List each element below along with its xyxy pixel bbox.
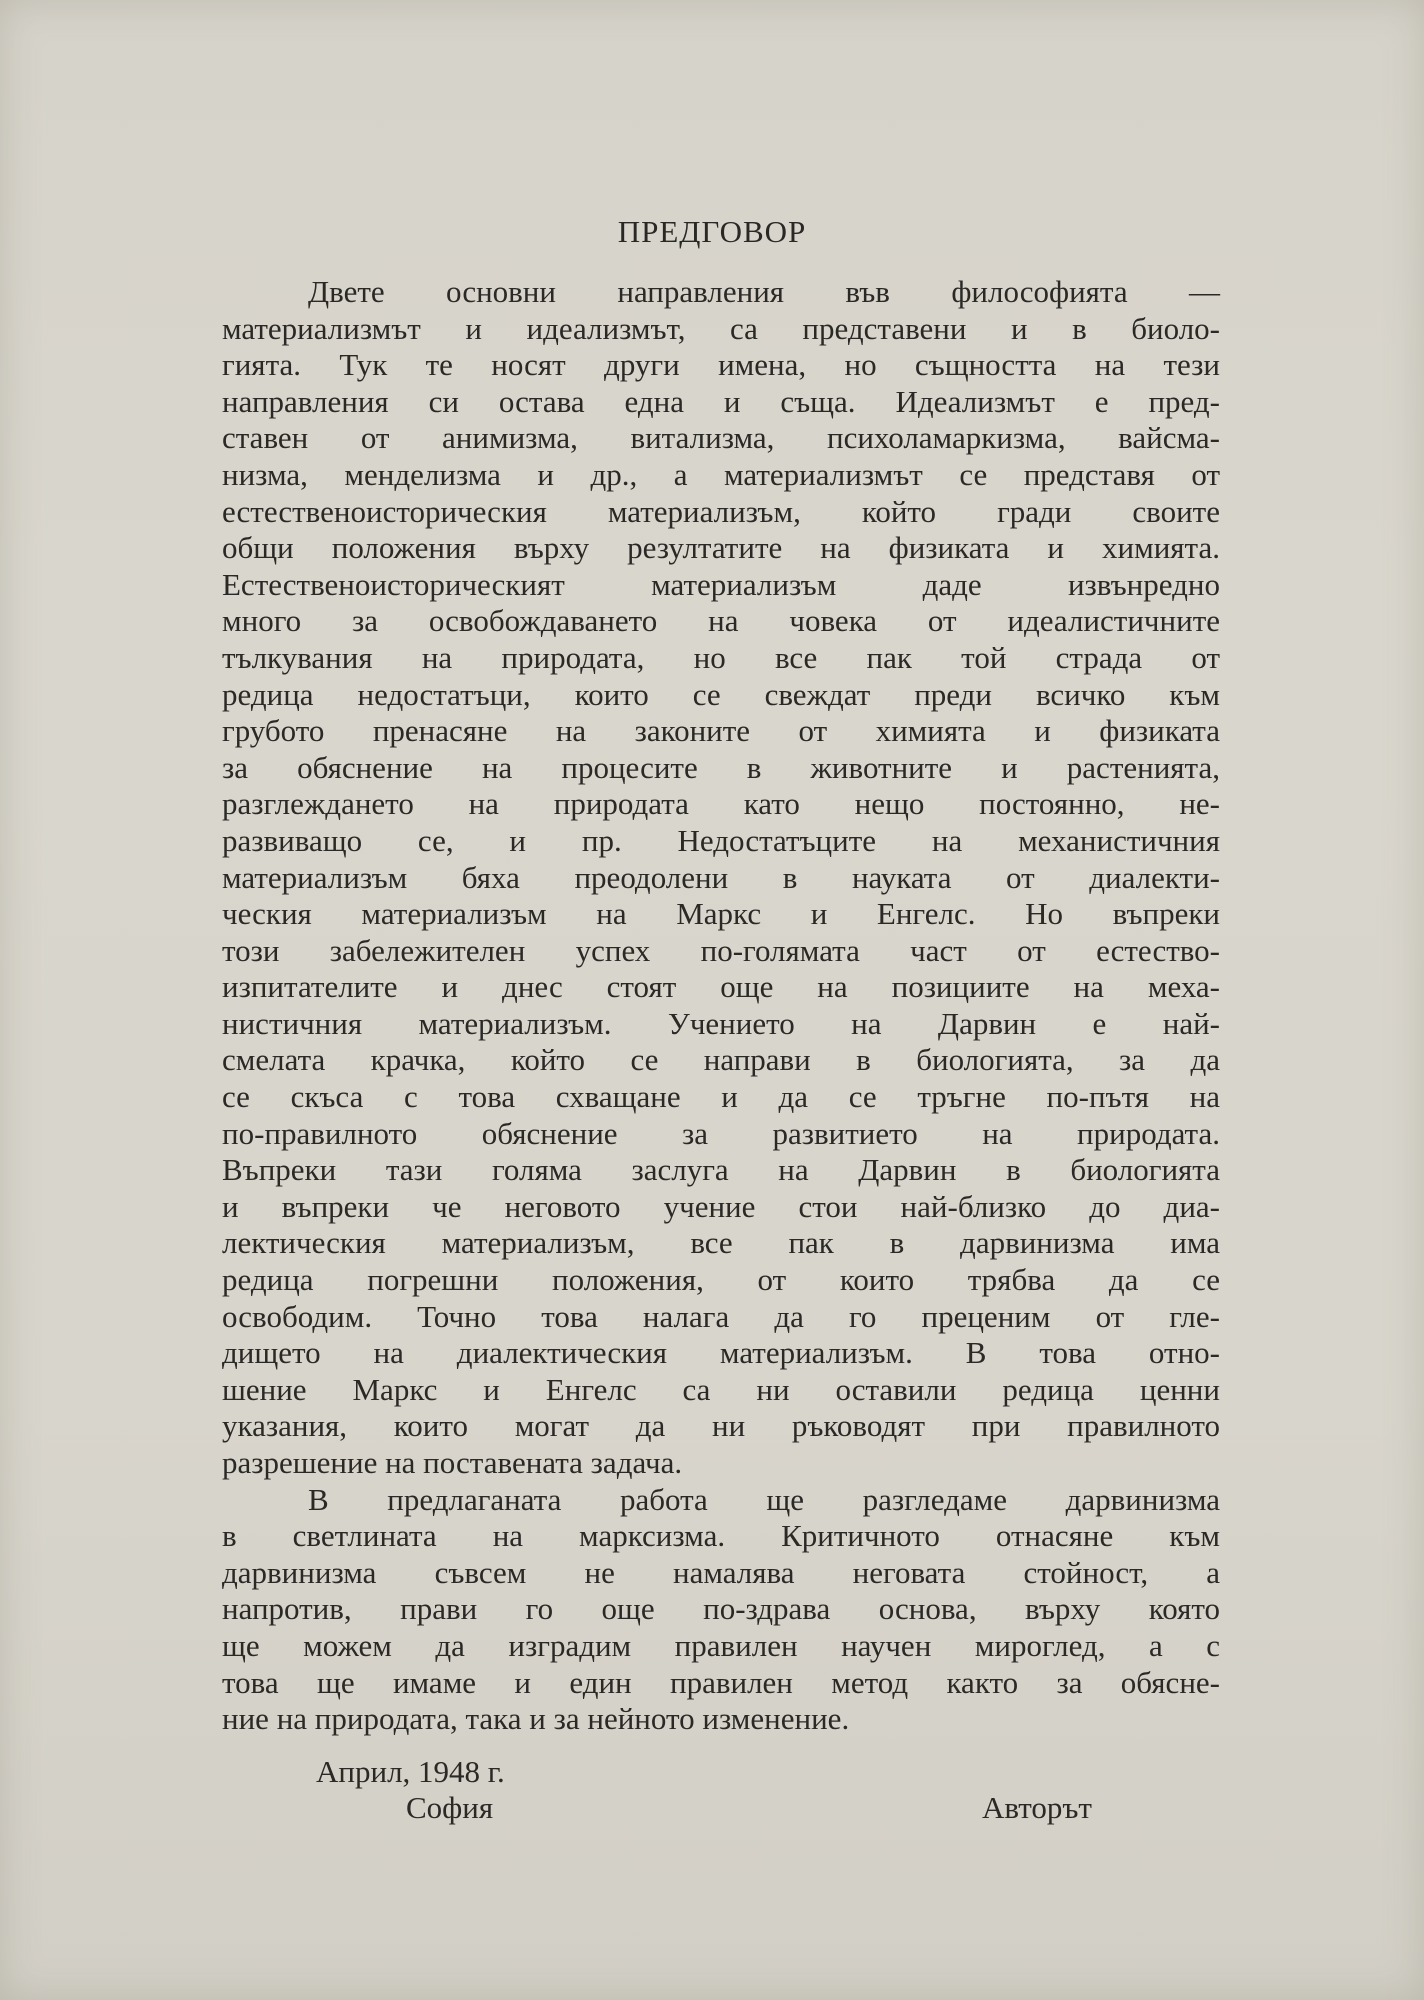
text-line: низма, менделизма и др., а материализмът се представя от [222, 456, 1220, 492]
text-line: дището на диалектическия материализъм. В това отно- [222, 1335, 1220, 1371]
text-line: гията. Тук те носят други имена, но същността на тези [222, 347, 1220, 383]
page-title: ПРЕДГОВОР [617, 214, 807, 249]
text-line: ние на природата, така и за нейното изменение. [222, 1701, 850, 1737]
text-line: указания, които могат да ни ръководят при правилното [222, 1408, 1220, 1444]
text-line: редица недостатъци, които се свеждат преди всичко към [222, 676, 1220, 712]
text-line: направления си остава една и съща. Идеализмът е пред- [222, 383, 1220, 419]
text-line: редица погрешни положения, от които трябва да се [222, 1262, 1220, 1298]
signature-city: София [406, 1790, 494, 1825]
text-line: ставен от анимизма, витализма, психоламаркизма, вайсма- [222, 420, 1220, 456]
text-line: В предлаганата работа ще разгледаме дарвинизма [308, 1481, 1220, 1517]
text-line: ческия материализъм на Маркс и Енгелс. Но въпреки [222, 896, 1220, 932]
text-line: Двете основни направления във философията — [308, 274, 1220, 309]
text-line: шение Маркс и Енгелс са ни оставили редица ценни [222, 1371, 1220, 1407]
text-line: тълкувания на природата, но все пак той страда от [222, 639, 1220, 675]
text-line: грубото пренасяне на законите от химията и физиката [222, 713, 1220, 749]
text-line: смелата крачка, който се направи в биологията, за да [222, 1042, 1220, 1078]
text-line: този забележителен успех по-голямата част от естество- [222, 932, 1220, 968]
text-line: Въпреки тази голяма заслуга на Дарвин в биологията [222, 1152, 1220, 1188]
text-line: нистичния материализъм. Учението на Дарвин е най- [222, 1005, 1220, 1041]
text-line: ще можем да изградим правилен научен мироглед, а с [222, 1627, 1220, 1663]
text-line: общи положения върху резултатите на физиката и химията. [222, 530, 1220, 566]
text-line: Естественоисторическият материализъм даде извънредно [222, 566, 1220, 602]
text-line: напротив, прави го още по-здрава основа, върху която [222, 1591, 1220, 1627]
text-line: разглеждането на природата като нещо постоянно, не- [222, 786, 1220, 822]
signature-date: Април, 1948 г. [316, 1754, 505, 1789]
text-line: много за освобождаването на човека от идеалистичните [222, 603, 1220, 639]
text-line: в светлината на марксизма. Критичното отнасяне към [222, 1518, 1220, 1554]
text-line: дарвинизма съвсем не намалява неговата стойност, а [222, 1554, 1220, 1590]
text-line: се скъса с това схващане и да се тръгне по-пътя на [222, 1079, 1220, 1115]
text-line: материализъм бяха преодолени в науката от диалекти- [222, 859, 1220, 895]
text-line: освободим. Точно това налага да го преценим от гле- [222, 1298, 1220, 1334]
preface-body [222, 274, 1220, 1738]
text-line: материализмът и идеализмът, са представени и в биоло- [222, 310, 1220, 346]
text-line: разрешение на поставената задача. [222, 1445, 683, 1480]
text-line: изпитателите и днес стоят още на позициите на меха- [222, 969, 1220, 1005]
text-line: за обяснение на процесите в животните и растенията, [222, 749, 1220, 785]
text-line: лектическия материализъм, все пак в дарвинизма има [222, 1225, 1220, 1261]
text-line: развиващо се, и пр. Недостатъците на механистичния [222, 822, 1220, 858]
signature-author: Авторът [982, 1790, 1092, 1825]
text-line: и въпреки че неговото учение стои най-близко до диа- [222, 1188, 1220, 1224]
text-line: естественоисторическия материализъм, който гради своите [222, 493, 1220, 529]
text-line: по-правилното обяснение за развитието на природата. [222, 1115, 1220, 1151]
text-line: това ще имаме и един правилен метод както за обясне- [222, 1664, 1220, 1700]
